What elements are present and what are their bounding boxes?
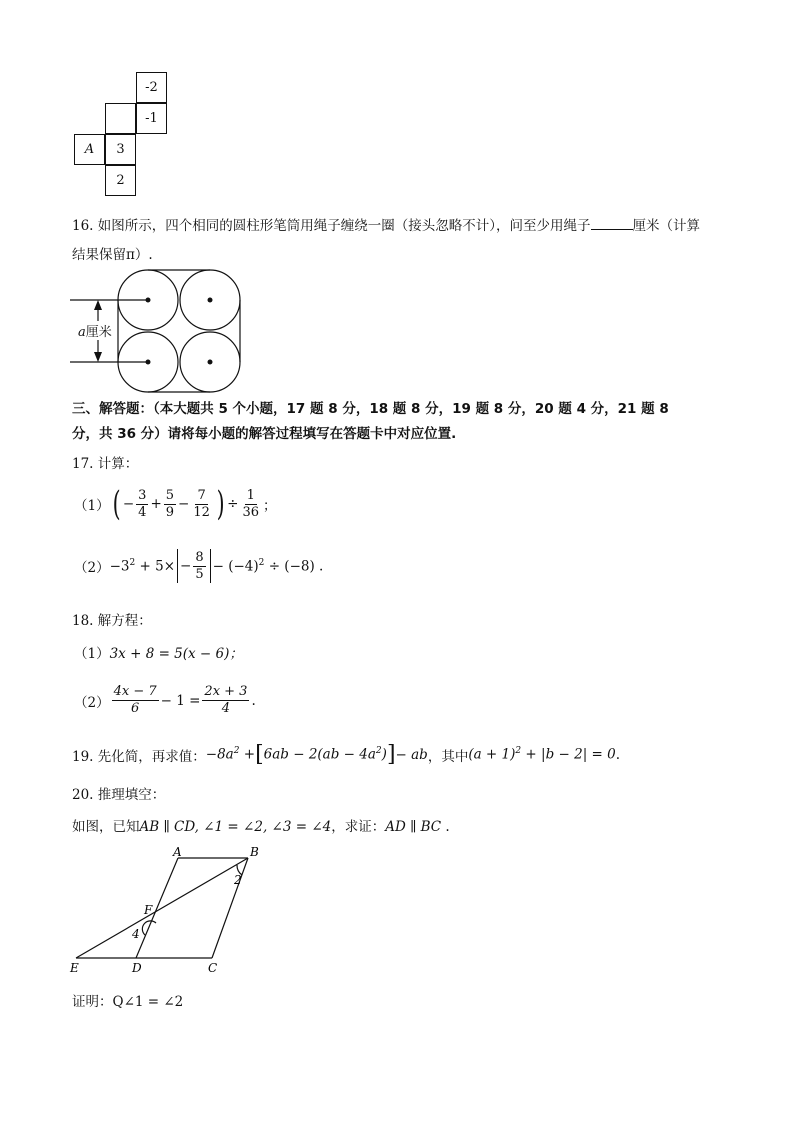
expr: $-8a^2$ + — [205, 746, 256, 763]
q18-p2-label: （2） — [74, 694, 110, 711]
fraction: $\frac{7}{12}$ — [193, 487, 210, 520]
q19 — [72, 742, 620, 767]
q20-prove-prefix: ，求证： — [331, 819, 386, 835]
net-cell: 2 — [105, 165, 136, 196]
q19-prefix: 19. 先化简，再求值： — [72, 748, 206, 765]
expr: − 1 = — [160, 692, 201, 709]
segment-eb — [76, 858, 248, 958]
expr: $(a + 1)^2 + |b - 2| = 0$ — [468, 746, 616, 763]
section-header-line1: 三、解答题：（本大题共 5 个小题，17 题 8 分，18 题 8 分，19 题 8 分，20 题 4 分，21 题 8 — [72, 401, 669, 417]
expr: $-3^2 + 5\times$ — [109, 557, 176, 575]
section-header-line2: 分，共 36 分）请将每小题的解答过程填写在答题卡中对应位置. — [72, 426, 457, 442]
q20-title: 20. 推理填空： — [72, 787, 166, 803]
label-c: C — [208, 961, 218, 975]
q20-proof-start: 证明：Q∠1 = ∠2 — [72, 994, 184, 1010]
op: − — [180, 558, 192, 574]
net-cell: 3 — [105, 134, 136, 165]
q20-prove-expr: AD ∥ BC — [385, 819, 442, 835]
label-d: D — [132, 961, 142, 975]
height-label — [78, 321, 112, 340]
q17-p1-label: （1） — [74, 498, 110, 514]
answer-blank — [591, 217, 633, 230]
segment-bc — [212, 858, 248, 958]
q18-title: 18. 解方程： — [72, 613, 152, 629]
q17-p2-label: （2） — [74, 560, 110, 576]
q19-mid: ，其中 — [427, 748, 469, 765]
q20-given: 如图，已知AB ∥ CD, ∠1 = ∠2, ∠3 = ∠4，求证：AD ∥ BC . — [72, 819, 450, 835]
op: − — [178, 496, 190, 512]
op: − — [122, 496, 135, 512]
label-angle2: 2 — [234, 873, 242, 887]
q16-text-b: 厘米（计算 — [632, 218, 701, 234]
label-angle4: 4 — [132, 927, 140, 941]
height-label-a: a — [78, 325, 86, 340]
q20-given-expr: AB ∥ CD, ∠1 = ∠2, ∠3 = ∠4 — [139, 819, 332, 835]
net-cell: A — [74, 134, 105, 165]
label-a: A — [173, 845, 182, 859]
segment-ad — [136, 858, 178, 958]
q16-text-line1 — [72, 214, 700, 234]
abs-bar-right — [210, 549, 211, 583]
q17-part2 — [74, 549, 323, 583]
paren-right: ) — [216, 484, 225, 524]
q16-text-line2: 结果保留π）. — [72, 247, 153, 263]
height-label-unit: 厘米 — [85, 325, 112, 340]
fraction: $\frac{2x + 3}{4}$ — [204, 684, 248, 716]
q18-p1-eq: 3x + 8 = 5(x − 6)； — [109, 646, 243, 662]
q18-part1 — [74, 642, 243, 662]
fraction: $\frac{3}{4}$ — [138, 487, 147, 520]
net-cell: -1 — [136, 103, 167, 134]
fraction: $\frac{4x - 7}{6}$ — [113, 684, 157, 716]
label-f: F — [144, 903, 153, 917]
bracket-left: [ — [255, 742, 264, 767]
net-cell: -2 — [136, 72, 167, 103]
q17-part1 — [74, 484, 277, 524]
fraction: $\frac{5}{9}$ — [165, 487, 175, 520]
label-e: E — [70, 961, 79, 975]
expr: − ab — [395, 746, 428, 763]
q16-text-a: 16. 如图所示，四个相同的圆柱形笔筒用绳子缠绕一圈（接头忽略不计），问至少用绳子 — [72, 218, 591, 234]
net-cell-empty — [105, 103, 136, 134]
paren-left: ( — [112, 484, 121, 524]
abs-bar-left — [177, 549, 178, 583]
fraction: $\frac{1}{36}$ — [242, 487, 260, 520]
q17-title: 17. 计算： — [72, 456, 139, 472]
q19-end: . — [615, 746, 621, 763]
op: + — [150, 496, 162, 512]
bracket-right: ] — [386, 742, 396, 767]
op: ÷ — [227, 496, 239, 512]
label-b: B — [250, 845, 259, 859]
q18-part2 — [74, 684, 256, 717]
q18-p1-label: （1） — [74, 646, 110, 662]
expr: − $(-4)^2 \div (-8)$ . — [212, 557, 324, 575]
punct: ； — [263, 498, 277, 514]
expr: $6ab - 2(ab - 4a^2)$ — [263, 746, 387, 763]
fraction: $\frac{8}{5}$ — [195, 549, 204, 582]
punct: . — [251, 692, 256, 709]
q20-given-prefix: 如图，已知 — [72, 819, 140, 835]
parallelogram-figure — [66, 842, 266, 978]
